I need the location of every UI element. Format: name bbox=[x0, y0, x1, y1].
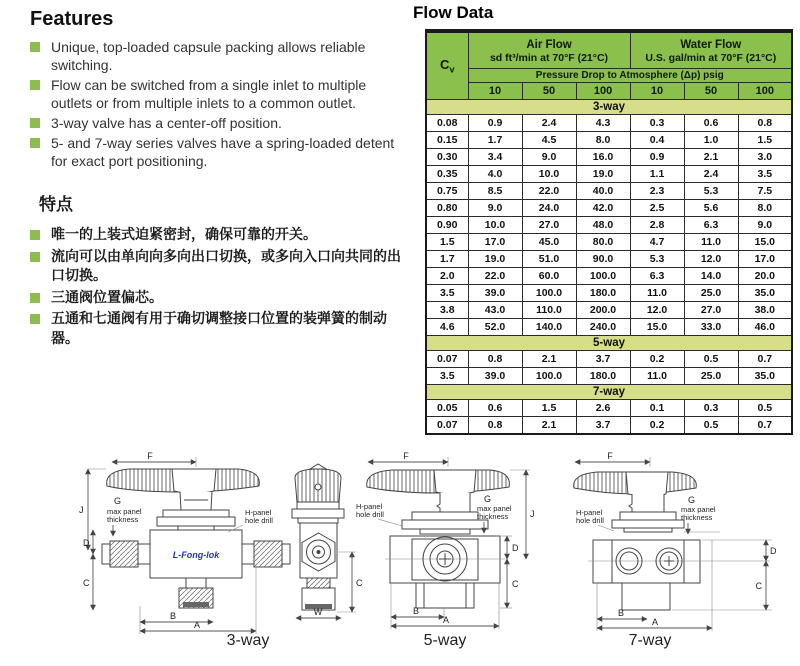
flow-cell: 16.0 bbox=[576, 149, 630, 166]
flow-cell: 9.0 bbox=[468, 200, 522, 217]
flow-cell: 22.0 bbox=[468, 268, 522, 285]
flow-cell: 180.0 bbox=[576, 285, 630, 302]
flow-cell: 35.0 bbox=[738, 285, 792, 302]
flow-cell: 2.4 bbox=[522, 115, 576, 132]
feature-cn-text: 唯一的上装式迫紧密封，确保可靠的开关。 bbox=[51, 226, 317, 242]
valve-diagrams bbox=[0, 446, 800, 661]
flow-cell: 10.0 bbox=[522, 166, 576, 183]
caption-5way: 5-way bbox=[423, 632, 467, 649]
flow-data-table bbox=[425, 29, 793, 435]
flow-cell: 0.75 bbox=[426, 183, 468, 200]
flow-cell: 100.0 bbox=[576, 268, 630, 285]
flow-cell: 0.2 bbox=[630, 417, 684, 435]
flow-cell: 0.3 bbox=[630, 115, 684, 132]
flow-cell: 35.0 bbox=[738, 368, 792, 385]
flow-cell: 25.0 bbox=[684, 285, 738, 302]
flow-cell: 1.5 bbox=[738, 132, 792, 149]
flow-row bbox=[426, 234, 792, 251]
left-fitting bbox=[110, 541, 138, 567]
feature-cn-text: 五通和七通阀有用于确切调整接口位置的装弹簧的制动器。 bbox=[51, 310, 387, 346]
bullet-square-icon bbox=[30, 252, 40, 262]
dim-B-label: B bbox=[618, 608, 625, 618]
flow-cell: 0.8 bbox=[738, 115, 792, 132]
flow-cell: 4.5 bbox=[522, 132, 576, 149]
feature-cn-text: 流向可以由单向向多向出口切换，或多向入口向共同的出口切换。 bbox=[51, 247, 401, 283]
flow-row bbox=[426, 200, 792, 217]
flow-row bbox=[426, 166, 792, 183]
caption-7way: 7-way bbox=[628, 632, 672, 649]
flow-cell: 0.5 bbox=[738, 400, 792, 417]
flow-cell: 3.4 bbox=[468, 149, 522, 166]
brand-watermark: L-Fong-lok bbox=[172, 550, 220, 560]
flow-cell: 2.5 bbox=[630, 200, 684, 217]
dim-C-label: C bbox=[755, 581, 762, 591]
flow-cell: 27.0 bbox=[522, 217, 576, 234]
valve-5way-front bbox=[356, 451, 535, 649]
flow-cell: 60.0 bbox=[522, 268, 576, 285]
flow-row bbox=[426, 368, 792, 385]
flow-row bbox=[426, 149, 792, 166]
flow-cell: 3.7 bbox=[576, 351, 630, 368]
flow-cell: 2.1 bbox=[522, 417, 576, 435]
flow-row bbox=[426, 285, 792, 302]
dim-B-label: B bbox=[413, 606, 420, 616]
h-panel-note: hole drill bbox=[356, 510, 384, 519]
flow-cell: 0.5 bbox=[684, 417, 738, 435]
flow-cell: 46.0 bbox=[738, 319, 792, 336]
feature-item bbox=[30, 76, 408, 112]
flow-cell: 4.7 bbox=[630, 234, 684, 251]
flow-cell: 0.2 bbox=[630, 351, 684, 368]
flow-cell: 0.9 bbox=[630, 149, 684, 166]
flow-cell: 90.0 bbox=[576, 251, 630, 268]
flow-cell: 1.7 bbox=[426, 251, 468, 268]
flow-cell: 80.0 bbox=[576, 234, 630, 251]
pressure-drop-header: Pressure Drop to Atmosphere (Δp) psig bbox=[468, 69, 792, 83]
bullet-square-icon bbox=[30, 314, 40, 324]
fitting-band bbox=[183, 602, 209, 607]
section-label: 5-way bbox=[426, 336, 792, 351]
flow-cell: 17.0 bbox=[468, 234, 522, 251]
flow-cell: 0.1 bbox=[630, 400, 684, 417]
max-panel-note: thickness bbox=[107, 515, 139, 524]
flow-cell: 0.8 bbox=[468, 351, 522, 368]
dim-D-label: D bbox=[770, 546, 777, 556]
max-panel-note: max panel bbox=[477, 504, 512, 513]
dim-B-label: B bbox=[170, 611, 177, 621]
flow-cell: 15.0 bbox=[630, 319, 684, 336]
flow-cell: 51.0 bbox=[522, 251, 576, 268]
dim-A-label: A bbox=[194, 620, 201, 630]
flow-row bbox=[426, 400, 792, 417]
dim-C-label: C bbox=[83, 578, 90, 588]
flow-cell: 3.0 bbox=[738, 149, 792, 166]
flow-row bbox=[426, 183, 792, 200]
flow-cell: 48.0 bbox=[576, 217, 630, 234]
feature-item bbox=[30, 38, 408, 74]
flow-row bbox=[426, 268, 792, 285]
features-list bbox=[30, 38, 408, 170]
dim-D-label: D bbox=[512, 543, 519, 553]
max-panel-note: thickness bbox=[681, 513, 713, 522]
dim-J-label: J bbox=[79, 505, 84, 515]
flow-cell: 1.5 bbox=[522, 400, 576, 417]
feature-item bbox=[30, 134, 408, 170]
dim-A-label: A bbox=[443, 615, 450, 625]
flow-cell: 4.0 bbox=[468, 166, 522, 183]
flow-row bbox=[426, 217, 792, 234]
dim-F-label: F bbox=[607, 451, 613, 461]
dim-G-label: G bbox=[114, 496, 122, 506]
flow-cell: 12.0 bbox=[630, 302, 684, 319]
col-header: 50 bbox=[684, 83, 738, 100]
flow-cell: 0.07 bbox=[426, 351, 468, 368]
max-panel-note: max panel bbox=[107, 507, 142, 516]
col-header: 50 bbox=[522, 83, 576, 100]
flow-cell: 11.0 bbox=[630, 368, 684, 385]
flow-cell: 110.0 bbox=[522, 302, 576, 319]
flow-cell: 2.4 bbox=[684, 166, 738, 183]
flow-cell: 0.3 bbox=[684, 400, 738, 417]
features-title: Features bbox=[30, 8, 114, 30]
flow-cell: 25.0 bbox=[684, 368, 738, 385]
features-section bbox=[30, 8, 408, 350]
flow-cell: 1.7 bbox=[468, 132, 522, 149]
handle-hub bbox=[434, 470, 476, 495]
flow-table-body bbox=[426, 100, 792, 435]
flow-cell: 2.3 bbox=[630, 183, 684, 200]
flow-cell: 2.1 bbox=[522, 351, 576, 368]
bullet-square-icon bbox=[30, 230, 40, 240]
features-cn-title: 特点 bbox=[39, 195, 73, 214]
feature-text: Flow can be switched from a single inlet to multiple outlets or from multiple inlets to a common outlet. bbox=[51, 77, 367, 111]
feature-item bbox=[30, 114, 408, 132]
flow-cell: 8.0 bbox=[738, 200, 792, 217]
flow-cell: 1.1 bbox=[630, 166, 684, 183]
flow-row bbox=[426, 132, 792, 149]
flow-cell: 3.8 bbox=[426, 302, 468, 319]
h-panel-note: H-panel bbox=[245, 508, 272, 517]
flow-cell: 0.7 bbox=[738, 417, 792, 435]
flow-cell: 11.0 bbox=[630, 285, 684, 302]
flow-cell: 9.0 bbox=[522, 149, 576, 166]
flow-cell: 10.0 bbox=[468, 217, 522, 234]
flow-cell: 0.4 bbox=[630, 132, 684, 149]
flow-data-section bbox=[413, 3, 800, 435]
flow-cell: 38.0 bbox=[738, 302, 792, 319]
flow-cell: 0.15 bbox=[426, 132, 468, 149]
flow-cell: 4.3 bbox=[576, 115, 630, 132]
flow-cell: 17.0 bbox=[738, 251, 792, 268]
flow-cell: 100.0 bbox=[522, 285, 576, 302]
flow-cell: 24.0 bbox=[522, 200, 576, 217]
valve-diagrams-svg bbox=[0, 446, 800, 661]
flow-cell: 19.0 bbox=[468, 251, 522, 268]
flow-cell: 1.5 bbox=[426, 234, 468, 251]
air-flow-header: Air Flow sd ft³/min at 70°F (21°C) bbox=[468, 31, 630, 69]
flow-cell: 0.6 bbox=[468, 400, 522, 417]
feature-text: 3-way valve has a center-off position. bbox=[51, 115, 282, 131]
flow-cell: 42.0 bbox=[576, 200, 630, 217]
flow-cell: 0.80 bbox=[426, 200, 468, 217]
flow-cell: 7.5 bbox=[738, 183, 792, 200]
feature-cn-item bbox=[30, 225, 408, 245]
bullet-square-icon bbox=[30, 118, 40, 128]
bullet-square-icon bbox=[30, 80, 40, 90]
dim-G-label: G bbox=[688, 495, 696, 505]
flow-cell: 19.0 bbox=[576, 166, 630, 183]
dim-F-label: F bbox=[403, 451, 409, 461]
section-row bbox=[426, 100, 792, 115]
flow-cell: 1.0 bbox=[684, 132, 738, 149]
flow-cell: 0.6 bbox=[684, 115, 738, 132]
dim-C-label: C bbox=[512, 579, 519, 589]
valve-3way-side bbox=[292, 464, 363, 618]
feature-cn-item bbox=[30, 309, 408, 348]
bullet-square-icon bbox=[30, 138, 40, 148]
col-header: 10 bbox=[468, 83, 522, 100]
section-row bbox=[426, 385, 792, 400]
dim-A-label: A bbox=[652, 617, 659, 627]
flow-cell: 0.8 bbox=[468, 417, 522, 435]
flow-cell: 39.0 bbox=[468, 368, 522, 385]
flow-cell: 0.08 bbox=[426, 115, 468, 132]
section-label: 3-way bbox=[426, 100, 792, 115]
dim-F-label: F bbox=[147, 451, 153, 461]
flow-cell: 20.0 bbox=[738, 268, 792, 285]
flow-cell: 5.6 bbox=[684, 200, 738, 217]
handle-hub bbox=[172, 469, 216, 494]
section-label: 7-way bbox=[426, 385, 792, 400]
flow-cell: 6.3 bbox=[684, 217, 738, 234]
feature-cn-item bbox=[30, 288, 408, 308]
dim-J-label: J bbox=[530, 509, 535, 519]
flow-row bbox=[426, 417, 792, 435]
flow-cell: 0.07 bbox=[426, 417, 468, 435]
flow-cell: 0.9 bbox=[468, 115, 522, 132]
flow-cell: 15.0 bbox=[738, 234, 792, 251]
flow-data-title: Flow Data bbox=[413, 3, 494, 22]
max-panel-note: thickness bbox=[477, 512, 509, 521]
right-fitting bbox=[254, 541, 282, 567]
flow-cell: 6.3 bbox=[630, 268, 684, 285]
col-header: 100 bbox=[576, 83, 630, 100]
flow-row bbox=[426, 351, 792, 368]
flow-cell: 5.3 bbox=[630, 251, 684, 268]
flow-cell: 2.6 bbox=[576, 400, 630, 417]
feature-text: 5- and 7-way series valves have a spring-loaded detent for exact port positioning. bbox=[51, 135, 395, 169]
valve-7way-front bbox=[574, 451, 777, 649]
flow-cell: 0.90 bbox=[426, 217, 468, 234]
cv-header: $C_v$ bbox=[426, 31, 468, 100]
handle-hub bbox=[626, 472, 668, 496]
max-panel-note: max panel bbox=[681, 505, 716, 514]
flow-cell: 3.5 bbox=[738, 166, 792, 183]
flow-cell: 200.0 bbox=[576, 302, 630, 319]
flow-row bbox=[426, 302, 792, 319]
flow-cell: 3.7 bbox=[576, 417, 630, 435]
flow-cell: 43.0 bbox=[468, 302, 522, 319]
flow-row bbox=[426, 251, 792, 268]
feature-cn-text: 三通阀位置偏芯。 bbox=[51, 288, 163, 305]
h-panel-note: hole drill bbox=[576, 516, 604, 525]
flow-cell: 8.0 bbox=[576, 132, 630, 149]
h-panel-note: H-panel bbox=[576, 508, 603, 517]
col-header: 10 bbox=[630, 83, 684, 100]
section-row bbox=[426, 336, 792, 351]
flow-cell: 0.5 bbox=[684, 351, 738, 368]
features-cn-list bbox=[30, 225, 408, 348]
col-header: 100 bbox=[738, 83, 792, 100]
flow-cell: 39.0 bbox=[468, 285, 522, 302]
flow-cell: 4.6 bbox=[426, 319, 468, 336]
bullet-square-icon bbox=[30, 42, 40, 52]
flow-cell: 33.0 bbox=[684, 319, 738, 336]
dim-W-label: W bbox=[313, 607, 323, 617]
flow-cell: 12.0 bbox=[684, 251, 738, 268]
flow-row bbox=[426, 319, 792, 336]
flow-cell: 100.0 bbox=[522, 368, 576, 385]
flow-cell: 0.05 bbox=[426, 400, 468, 417]
flow-cell: 22.0 bbox=[522, 183, 576, 200]
flow-cell: 2.8 bbox=[630, 217, 684, 234]
flow-cell: 27.0 bbox=[684, 302, 738, 319]
dim-D-label: D bbox=[83, 538, 90, 548]
flow-cell: 3.5 bbox=[426, 285, 468, 302]
dim-G-label: G bbox=[484, 494, 492, 504]
caption-3way: 3-way bbox=[226, 632, 270, 649]
flow-cell: 11.0 bbox=[684, 234, 738, 251]
flow-cell: 140.0 bbox=[522, 319, 576, 336]
flow-cell: 0.7 bbox=[738, 351, 792, 368]
flow-cell: 0.35 bbox=[426, 166, 468, 183]
flow-cell: 45.0 bbox=[522, 234, 576, 251]
water-flow-header: Water Flow U.S. gal/min at 70°F (21°C) bbox=[630, 31, 792, 69]
flow-cell: 2.1 bbox=[684, 149, 738, 166]
flow-cell: 5.3 bbox=[684, 183, 738, 200]
flow-cell: 40.0 bbox=[576, 183, 630, 200]
flow-cell: 240.0 bbox=[576, 319, 630, 336]
feature-text: Unique, top-loaded capsule packing allows reliable switching. bbox=[51, 39, 366, 73]
valve-3way-front bbox=[79, 451, 290, 649]
dim-C-label: C bbox=[356, 578, 363, 588]
flow-cell: 3.5 bbox=[426, 368, 468, 385]
bullet-square-icon bbox=[30, 293, 40, 303]
feature-cn-item bbox=[30, 247, 408, 286]
flow-cell: 52.0 bbox=[468, 319, 522, 336]
flow-cell: 9.0 bbox=[738, 217, 792, 234]
flow-cell: 0.30 bbox=[426, 149, 468, 166]
flow-cell: 14.0 bbox=[684, 268, 738, 285]
h-panel-note: H-panel bbox=[356, 502, 383, 511]
flow-cell: 180.0 bbox=[576, 368, 630, 385]
flow-cell: 8.5 bbox=[468, 183, 522, 200]
h-panel-note: hole drill bbox=[245, 516, 273, 525]
flow-cell: 2.0 bbox=[426, 268, 468, 285]
flow-row bbox=[426, 115, 792, 132]
